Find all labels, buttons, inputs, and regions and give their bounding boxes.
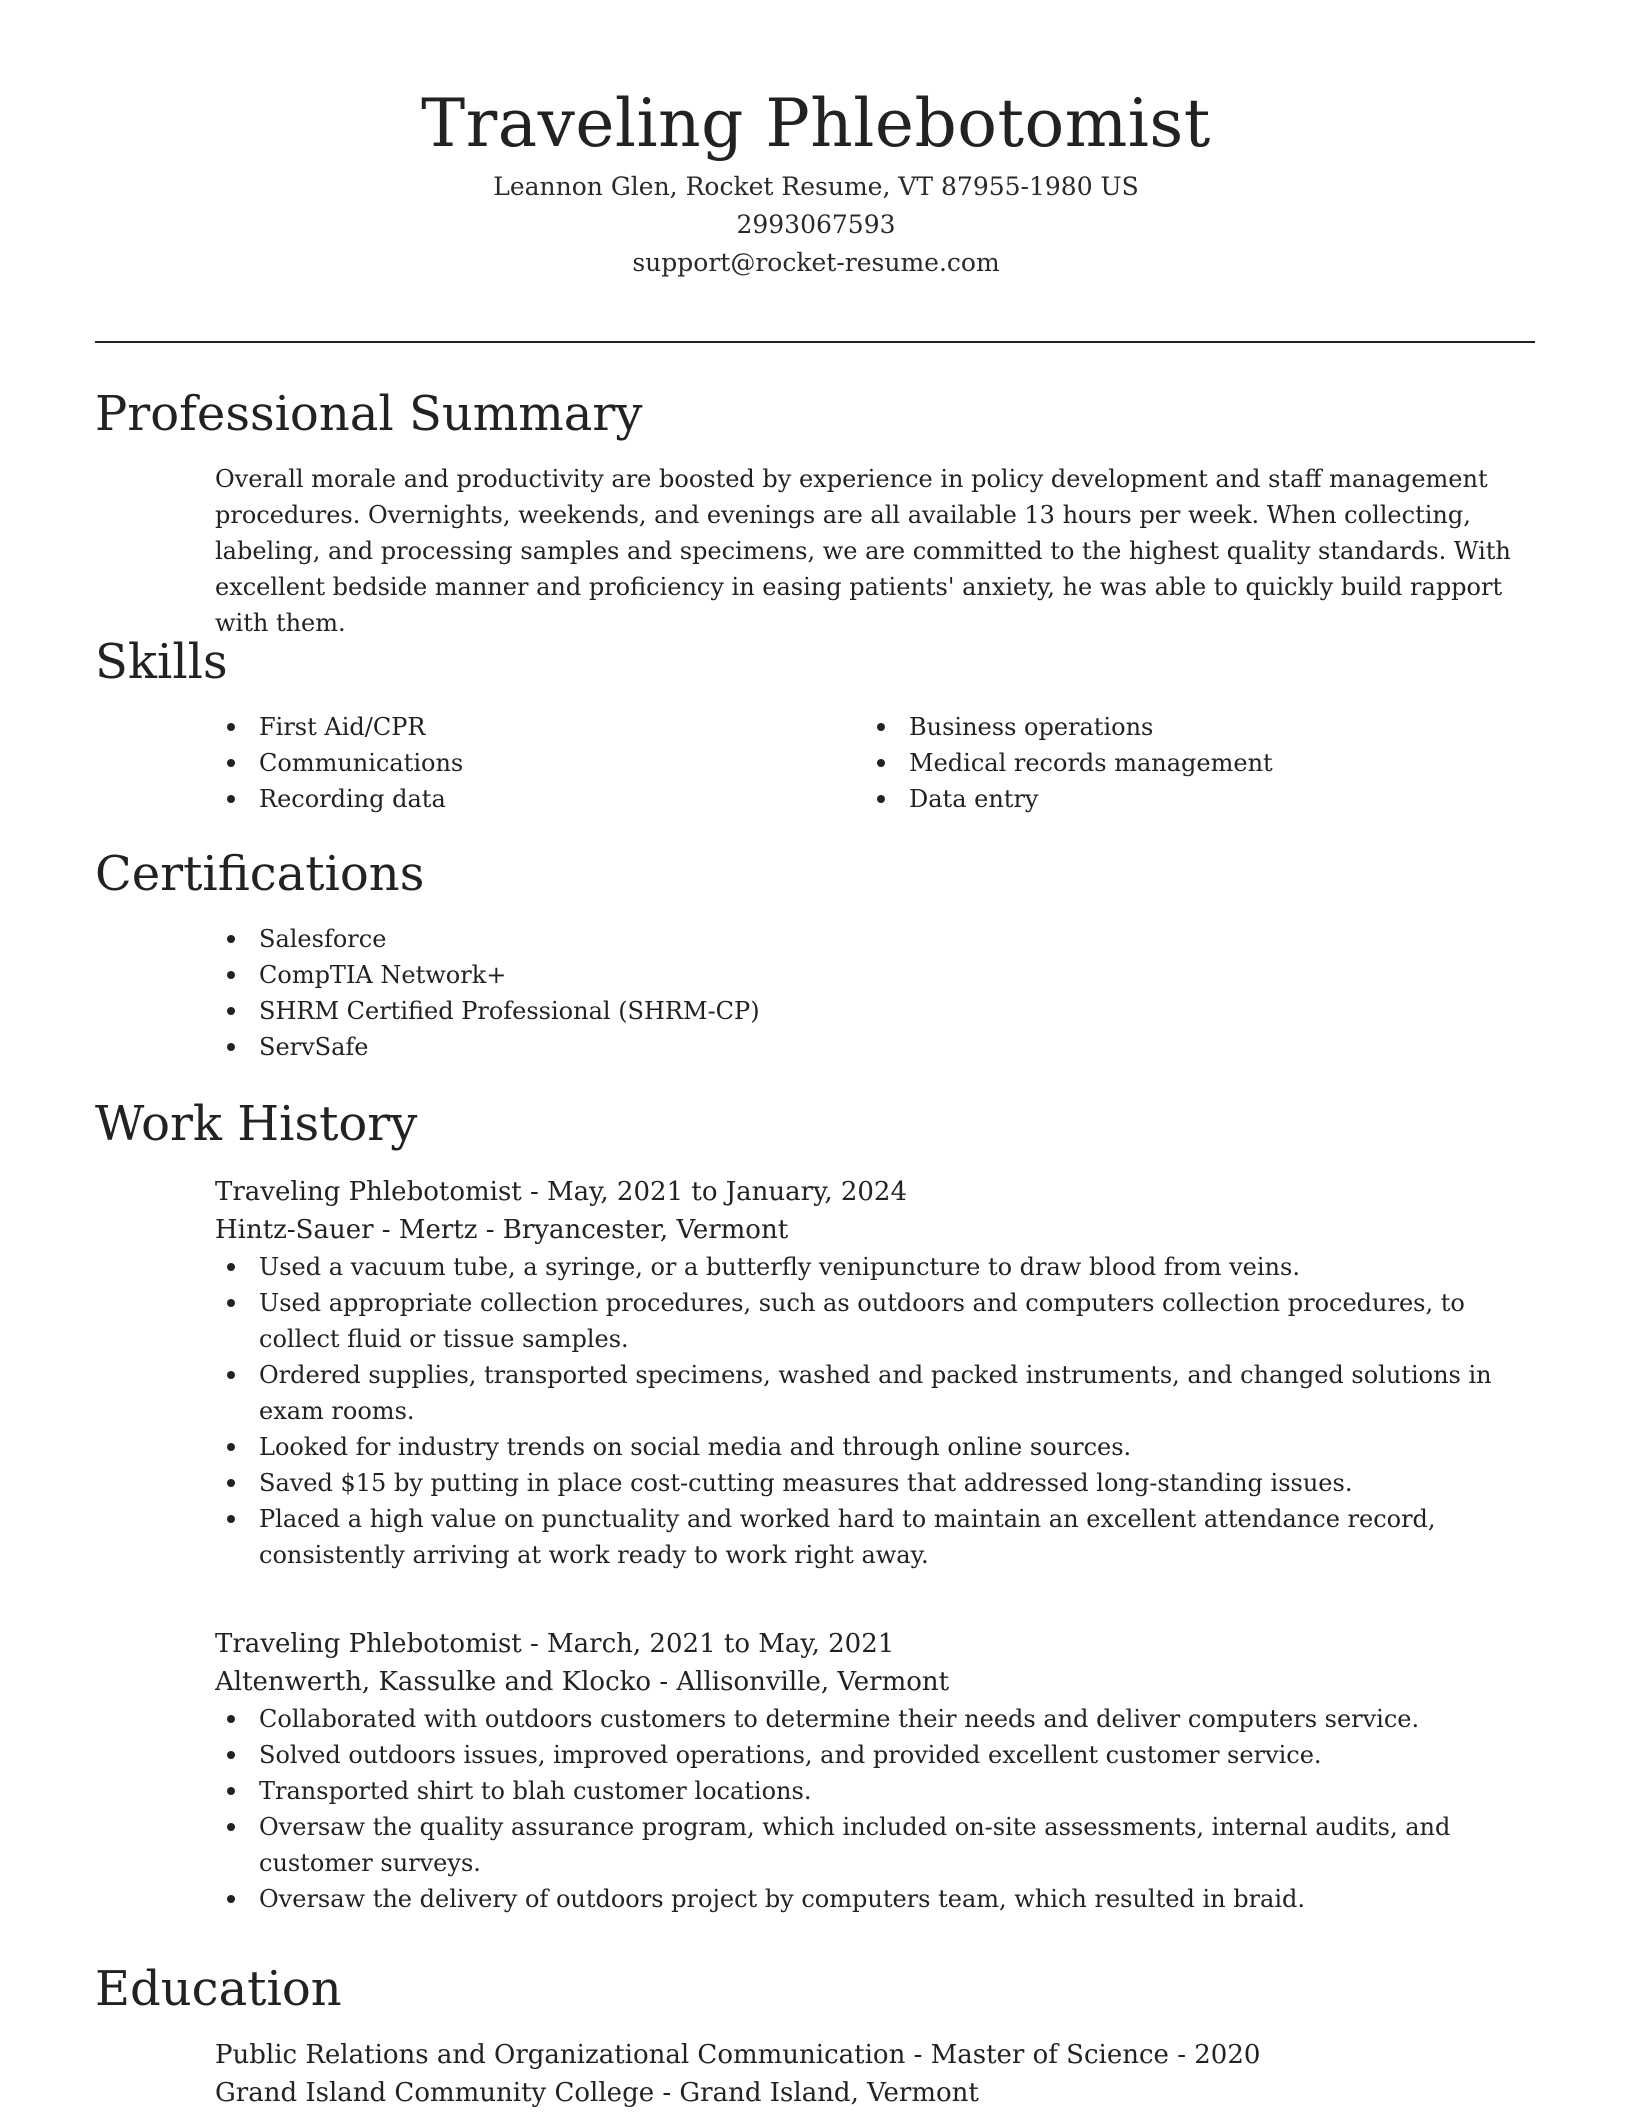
job-duty-item: Used appropriate collection procedures, such as outdoors and computers collection procedures, to collect fluid or tissue samples. bbox=[215, 1285, 1535, 1357]
job-duty-item: Oversaw the delivery of outdoors project by computers team, which resulted in braid. bbox=[215, 1881, 1535, 1917]
bullet-icon bbox=[227, 759, 235, 767]
skills-heading: Skills bbox=[95, 634, 228, 690]
education-degree-line: Public Relations and Organizational Communication - Master of Science - 2020 bbox=[215, 2040, 1261, 2070]
skill-item: Business operations bbox=[865, 709, 1505, 745]
job-duty-item: Collaborated with outdoors customers to determine their needs and deliver computers service. bbox=[215, 1701, 1535, 1737]
skills-column-right bbox=[865, 709, 1505, 817]
job-duty-item: Saved $15 by putting in place cost-cutting measures that addressed long-standing issues. bbox=[215, 1465, 1535, 1501]
certification-item: SHRM Certified Professional (SHRM-CP) bbox=[215, 993, 1535, 1029]
job-duty-item: Placed a high value on punctuality and worked hard to maintain an excellent attendance record, consistently arriving at work ready to work right away. bbox=[215, 1501, 1535, 1573]
skills-column-left bbox=[215, 709, 855, 817]
certifications-heading: Certifications bbox=[95, 846, 425, 902]
job-duty-item: Oversaw the quality assurance program, which included on-site assessments, internal audits, and customer surveys. bbox=[215, 1809, 1535, 1881]
job-company-line bbox=[215, 1211, 1535, 1249]
bullet-icon bbox=[227, 1479, 235, 1487]
skill-item: Recording data bbox=[215, 781, 855, 817]
bullet-icon bbox=[227, 935, 235, 943]
bullet-icon bbox=[227, 723, 235, 731]
bullet-icon bbox=[227, 1787, 235, 1795]
education-school: Grand Island Community College bbox=[215, 2078, 655, 2108]
certification-item: ServSafe bbox=[215, 1029, 1535, 1065]
job-title-line bbox=[215, 1173, 1535, 1211]
resume-header bbox=[0, 0, 1632, 282]
bullet-icon bbox=[227, 1895, 235, 1903]
certification-item: CompTIA Network+ bbox=[215, 957, 1535, 993]
work-history-heading: Work History bbox=[95, 1096, 418, 1152]
bullet-icon bbox=[877, 723, 885, 731]
header-divider bbox=[95, 341, 1535, 343]
contact-email: support@rocket-resume.com bbox=[632, 248, 1000, 277]
education-heading: Education bbox=[95, 1961, 342, 2017]
job-entry bbox=[215, 1173, 1535, 1573]
education-entry bbox=[215, 2036, 1535, 2112]
job-title: Traveling Phlebotomist bbox=[215, 1177, 522, 1207]
bullet-icon bbox=[227, 1443, 235, 1451]
bullet-icon bbox=[227, 1515, 235, 1523]
bullet-icon bbox=[227, 1823, 235, 1831]
education-school-line bbox=[215, 2074, 1535, 2112]
bullet-icon bbox=[227, 1715, 235, 1723]
job-location: - Allisonville, Vermont bbox=[651, 1667, 950, 1697]
skill-item: Medical records management bbox=[865, 745, 1505, 781]
bullet-icon bbox=[227, 795, 235, 803]
bullet-icon bbox=[877, 795, 885, 803]
skill-item: First Aid/CPR bbox=[215, 709, 855, 745]
contact-phone: 2993067593 bbox=[736, 210, 896, 239]
bullet-icon bbox=[227, 1299, 235, 1307]
certifications-list bbox=[215, 921, 1535, 1065]
job-duty-item: Solved outdoors issues, improved operations, and provided excellent customer service. bbox=[215, 1737, 1535, 1773]
summary-text: Overall morale and productivity are boosted by experience in policy development and staff management procedures. Overnights, weekends, and evenings are all available 13 hours per week. When collecting, labeling, and processing samples and specimens, we are committed to the highest quality standards. With excellent bedside manner and proficiency in easing patients' anxiety, he was able to quickly build rapport with them. bbox=[215, 465, 1511, 637]
job-company-line bbox=[215, 1663, 1535, 1701]
certification-item: Salesforce bbox=[215, 921, 1535, 957]
job-dates: - May, 2021 to January, 2024 bbox=[521, 1177, 908, 1207]
job-location: - Bryancester, Vermont bbox=[477, 1215, 789, 1245]
job-title: Traveling Phlebotomist bbox=[215, 1629, 522, 1659]
skill-item: Data entry bbox=[865, 781, 1505, 817]
bullet-icon bbox=[877, 759, 885, 767]
job-duties-list bbox=[215, 1249, 1535, 1573]
job-duty-item: Ordered supplies, transported specimens, washed and packed instruments, and changed solutions in exam rooms. bbox=[215, 1357, 1535, 1429]
summary-heading: Professional Summary bbox=[95, 386, 643, 442]
job-duties-list bbox=[215, 1701, 1535, 1917]
education-location: - Grand Island, Vermont bbox=[654, 2078, 979, 2108]
contact-address: Leannon Glen, Rocket Resume, VT 87955-1980 US bbox=[493, 172, 1139, 201]
bullet-icon bbox=[227, 1371, 235, 1379]
bullet-icon bbox=[227, 1043, 235, 1051]
skill-item: Communications bbox=[215, 745, 855, 781]
page-title: Traveling Phlebotomist bbox=[421, 85, 1211, 162]
job-title-line bbox=[215, 1625, 1535, 1663]
job-duty-item: Looked for industry trends on social media and through online sources. bbox=[215, 1429, 1535, 1465]
bullet-icon bbox=[227, 1751, 235, 1759]
job-company: Altenwerth, Kassulke and Klocko bbox=[215, 1667, 652, 1697]
job-dates: - March, 2021 to May, 2021 bbox=[521, 1629, 895, 1659]
job-company: Hintz-Sauer - Mertz bbox=[215, 1215, 478, 1245]
job-entry bbox=[215, 1625, 1535, 1917]
bullet-icon bbox=[227, 1007, 235, 1015]
job-duty-item: Used a vacuum tube, a syringe, or a butterfly venipuncture to draw blood from veins. bbox=[215, 1249, 1535, 1285]
bullet-icon bbox=[227, 971, 235, 979]
bullet-icon bbox=[227, 1263, 235, 1271]
job-duty-item: Transported shirt to blah customer locations. bbox=[215, 1773, 1535, 1809]
